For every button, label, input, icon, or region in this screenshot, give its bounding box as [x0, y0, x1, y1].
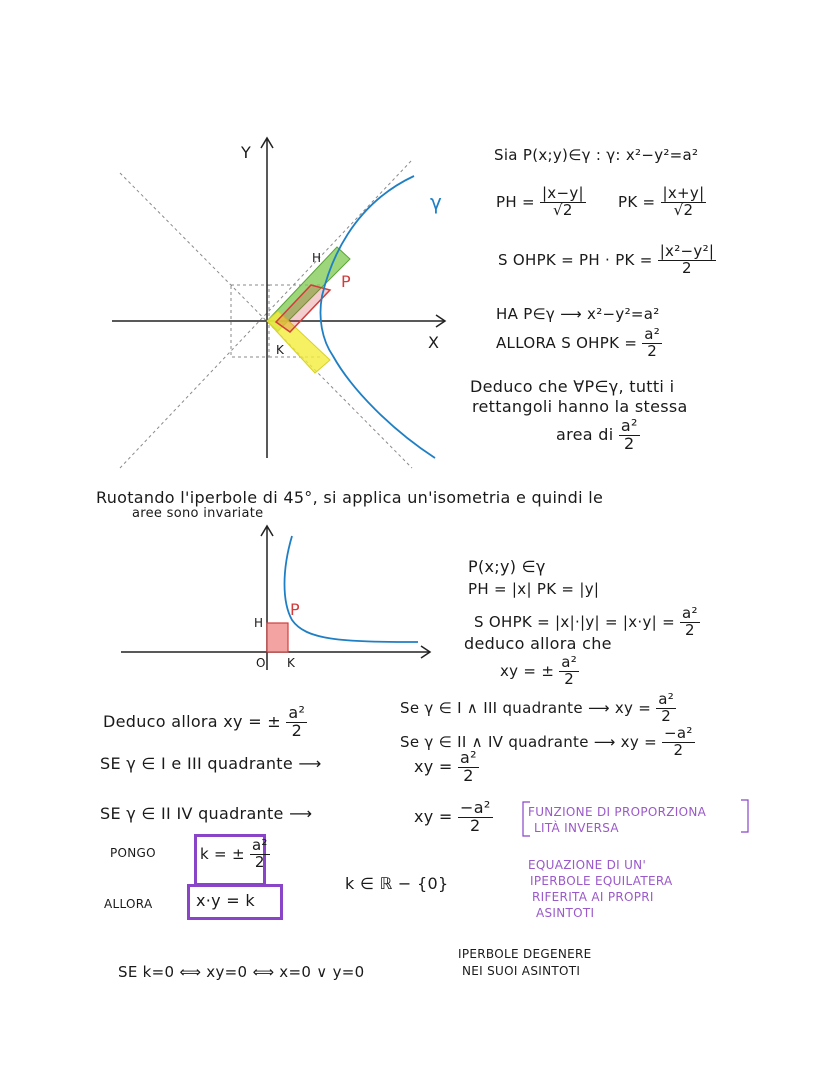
deduco-allora-che: deduco allora che	[464, 634, 612, 653]
ph-pk-values: PH = |x| PK = |y|	[468, 580, 600, 598]
pk-numerator: |x+y|	[662, 184, 705, 202]
allora-numerator: a²	[644, 325, 661, 343]
allora-label: ALLORA	[104, 897, 153, 911]
xy-label: xy = ±	[500, 661, 560, 680]
point-p-label: P	[341, 272, 351, 291]
deduco-allora-label: Deduco allora xy = ±	[103, 711, 287, 731]
degenerate-condition: SE k=0 ⟺ xy=0 ⟺ x=0 ∨ y=0	[118, 963, 365, 981]
area-2-label: S OHPK = |x|·|y| = |x·y| =	[474, 612, 681, 631]
x-axis-label: X	[428, 333, 440, 352]
point-h-label: H	[312, 251, 322, 265]
deduco-denominator: 2	[624, 433, 635, 453]
degenerate-desc-1: IPERBOLE DEGENERE	[458, 947, 592, 961]
case-3-label: SE γ ∈ I e III quadrante ⟶	[100, 754, 322, 773]
equation-desc-3: RIFERITA AI PROPRI	[532, 890, 654, 904]
case-2-label: Se γ ∈ II ∧ IV quadrante ⟶ xy =	[400, 732, 663, 751]
rotation-line-1: Ruotando l'iperbole di 45°, si applica un'isometria e quindi le	[96, 488, 604, 507]
deduco-allora-denominator: 2	[291, 720, 303, 740]
case-1-label: Se γ ∈ I ∧ III quadrante ⟶ xy =	[400, 698, 657, 717]
deduco-area-label: area di	[556, 424, 614, 444]
equation-desc-1: EQUAZIONE DI UN'	[528, 858, 647, 872]
ha-line: HA P∈γ ⟶ x²−y²=a²	[496, 305, 660, 323]
ph-label: PH =	[496, 192, 540, 211]
funzione-line-1: FUNZIONE DI PROPORZIONA	[528, 805, 707, 819]
area-2-numerator: a²	[682, 604, 698, 622]
pk-denominator: √2	[673, 200, 694, 219]
deduco-line-1: Deduco che ∀P∈γ, tutti i	[470, 377, 675, 396]
case-2-denominator: 2	[673, 740, 684, 759]
ph-denominator: √2	[553, 200, 573, 219]
y-axis-label: Y	[241, 143, 252, 162]
deduco-allora-numerator: a²	[288, 703, 306, 722]
case-3-denominator: 2	[463, 765, 474, 785]
area-2-denominator: 2	[685, 620, 695, 639]
ph-numerator: |x−y|	[541, 184, 584, 202]
k-numerator: a²	[251, 836, 268, 854]
xy-equals-k: x·y = k	[196, 891, 255, 910]
degenerate-desc-2: NEI SUOI ASINTOTI	[462, 964, 581, 978]
deduco-line-2: rettangoli hanno la stessa	[472, 397, 688, 416]
k-denominator: 2	[254, 852, 265, 871]
pongo-label: PONGO	[110, 846, 156, 860]
xy-numerator: a²	[561, 653, 578, 671]
curve-label: γ	[430, 190, 443, 214]
point-o-label: O	[256, 656, 266, 670]
funzione-line-2: LITÀ INVERSA	[534, 821, 619, 835]
area-label: S OHPK = PH · PK =	[498, 250, 658, 269]
case-4-numerator: −a²	[460, 798, 491, 817]
pk-label: PK =	[618, 192, 661, 211]
deduco-numerator: a²	[620, 416, 638, 435]
case-3-numerator: a²	[460, 748, 477, 767]
right-bracket	[741, 800, 748, 832]
case-1-numerator: a²	[658, 690, 675, 708]
case-2-numerator: −a²	[664, 724, 693, 742]
left-bracket	[523, 802, 530, 836]
point-belongs: P(x;y) ∈γ	[468, 557, 546, 576]
k-set: k ∈ ℝ − {0}	[345, 874, 449, 893]
equation-desc-2: IPERBOLE EQUILATERA	[530, 874, 673, 888]
area-denominator: 2	[682, 258, 692, 277]
case-3-xy: xy =	[414, 756, 459, 776]
xy-denominator: 2	[564, 669, 575, 688]
case-1-denominator: 2	[661, 706, 672, 725]
allora-denominator: 2	[647, 341, 658, 360]
allora-label: ALLORA S OHPK =	[496, 333, 643, 352]
case-4-xy: xy =	[414, 806, 459, 826]
point-p-label-2: P	[290, 600, 300, 619]
case-4-label: SE γ ∈ II IV quadrante ⟶	[100, 804, 313, 823]
equation-desc-4: ASINTOTI	[536, 906, 595, 920]
point-k-label-2: K	[287, 656, 296, 670]
point-k-label: K	[276, 343, 285, 357]
k-label: k = ±	[200, 844, 250, 863]
hyperbola-definition: Sia P(x;y)∈γ : γ: x²−y²=a²	[494, 146, 699, 164]
rotation-line-2: aree sono invariate	[132, 506, 264, 521]
case-4-denominator: 2	[470, 815, 481, 835]
k-definition	[200, 838, 270, 871]
point-h-label-2: H	[254, 616, 264, 630]
area-numerator: |x²−y²|	[659, 242, 715, 260]
